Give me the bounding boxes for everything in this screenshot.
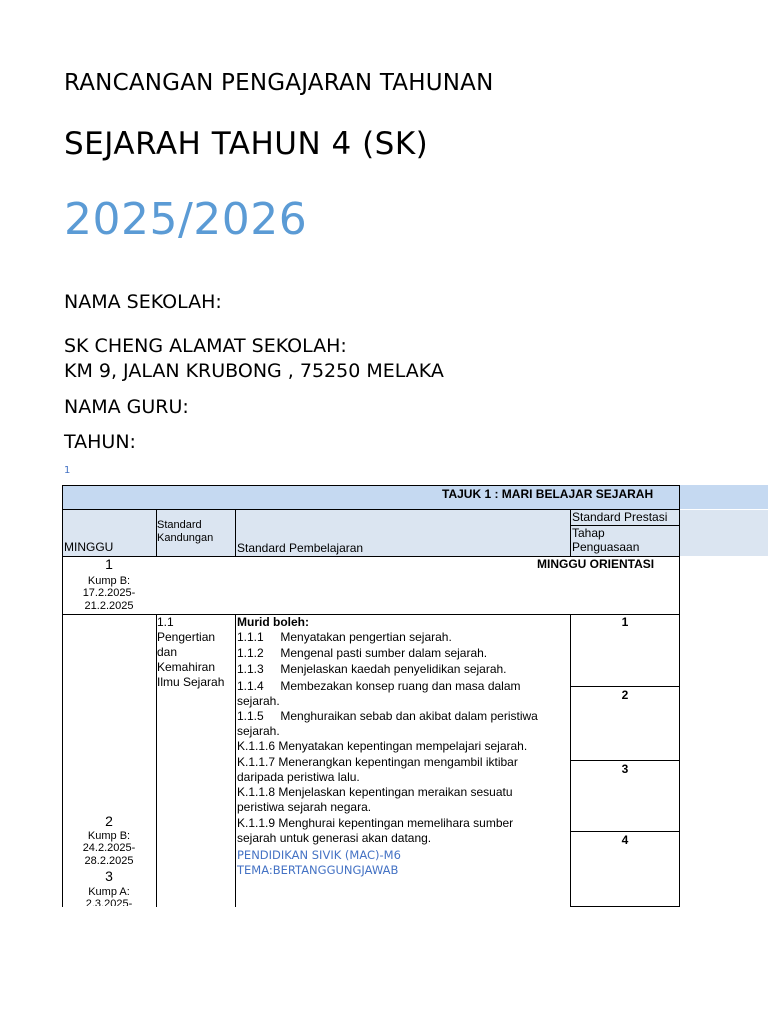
week-3-number: 3 [105,868,113,884]
week-3-dates: 2.3.2025- [85,898,133,906]
mastery-level-4: 4 [621,833,629,847]
school-label: NAMA SEKOLAH: [64,291,222,313]
civic-theme: TEMA:BERTANGGUNGJAWAB [237,863,399,877]
header-minggu: MINGGU [64,540,114,554]
standard-line: 1.1.2 Mengenal pasti sumber dalam sejarah. [237,646,488,660]
document-title: RANCANGAN PENGAJARAN TAHUNAN [64,70,494,96]
teacher-label: NAMA GURU: [64,396,189,418]
standard-line: sejarah untuk generasi akan datang. [237,831,432,845]
standard-line: K.1.1.7 Menerangkan kepentingan mengambil iktibar [237,755,518,769]
standard-line: daripada peristiwa lalu. [237,770,360,784]
standards-intro: Murid boleh: [237,615,309,629]
school-line: SK CHENG ALAMAT SEKOLAH: [64,335,347,357]
standard-line: sejarah. [237,694,280,708]
header-standard-prestasi: Standard Prestasi [572,510,668,524]
header-tahap-penguasaan: Tahap Penguasaan [572,526,640,554]
standard-line: K.1.1.6 Menyatakan kepentingan mempelajari sejarah. [237,739,528,753]
week-1-group: Kump B: [87,575,131,587]
standard-line: K.1.1.8 Menjelaskan kepentingan meraikan sesuatu [237,785,513,799]
week-3-group: Kump A: [88,886,130,898]
subject-title: SEJARAH TAHUN 4 (SK) [64,126,429,162]
standard-line: peristiwa sejarah negara. [237,800,372,814]
standard-line: sejarah. [237,724,280,738]
topic-row-bg [63,485,768,509]
header-standard-pembelajaran: Standard Pembelajaran [237,541,364,555]
week-1-dates: 17.2.2025- 21.2.2025 [82,587,136,612]
mastery-level-1: 1 [621,615,629,629]
content-standard: 1.1 Pengertian dan Kemahiran Ilmu Sejarah [157,615,225,689]
civic-education-note: PENDIDIKAN SIVIK (MAC)-M6 [237,848,401,862]
standard-line: K.1.1.9 Menghurai kepentingan memelihara sumber [237,816,514,830]
page-number: 1 [64,465,71,476]
week-2-dates: 24.2.2025- 28.2.2025 [82,842,136,867]
class-label: TAHUN: [64,431,136,453]
mastery-level-2: 2 [621,688,629,702]
orientation-week: MINGGU ORIENTASI [537,557,655,571]
week-2-group: Kump B: [87,830,131,842]
header-standard-kandungan: Standard Kandungan [157,519,214,544]
standard-line: 1.1.3 Menjelaskan kaedah penyelidikan sejarah. [237,662,507,676]
school-address: KM 9, JALAN KRUBONG , 75250 MELAKA [64,360,444,382]
week-1-number: 1 [105,556,113,572]
week-2-number: 2 [105,813,113,829]
topic-title: TAJUK 1 : MARI BELAJAR SEJARAH [442,487,654,501]
standard-line: 1.1.4 Membezakan konsep ruang dan masa dalam [237,679,521,693]
mastery-level-3: 3 [621,762,629,776]
standard-line: 1.1.5 Menghuraikan sebab dan akibat dalam peristiwa [237,709,538,723]
standard-line: 1.1.1 Menyatakan pengertian sejarah. [237,630,452,644]
year-title: 2025/2026 [64,194,308,245]
